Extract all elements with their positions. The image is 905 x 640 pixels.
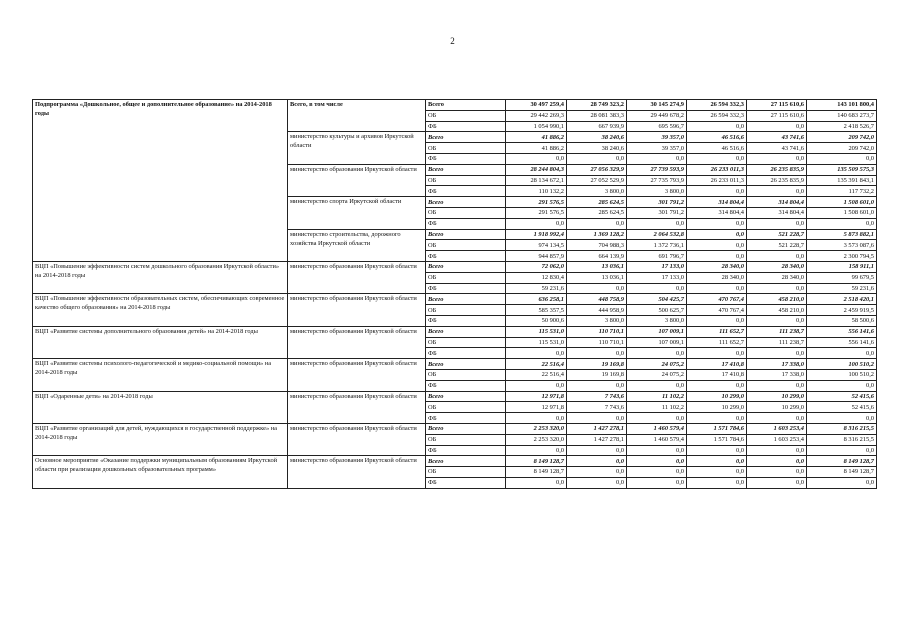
year-value-cell: 17 410,8: [687, 359, 747, 370]
year-value-cell: 0,0: [687, 445, 747, 456]
funding-source: ФБ: [426, 413, 506, 424]
year-value-cell: 115 531,0: [506, 337, 567, 348]
year-value-cell: 11 102,2: [627, 402, 687, 413]
year-value-cell: 636 258,1: [506, 294, 567, 305]
year-value-cell: 19 169,8: [567, 369, 627, 380]
year-value-cell: 43 741,6: [747, 143, 807, 154]
table-row: [33, 326, 877, 337]
funding-source: ФБ: [426, 315, 506, 326]
funding-source: ОБ: [426, 369, 506, 380]
funding-table: [32, 99, 877, 489]
year-value-cell: 27 739 593,9: [627, 164, 687, 175]
total-value-cell: 0,0: [807, 153, 877, 164]
total-value-cell: 135 391 843,1: [807, 175, 877, 186]
year-value-cell: 0,0: [687, 186, 747, 197]
year-value-cell: 24 075,2: [627, 369, 687, 380]
year-value-cell: 1 571 784,6: [687, 434, 747, 445]
funding-source: Всего: [426, 391, 506, 402]
year-value-cell: 1 571 784,6: [687, 423, 747, 434]
program-name: ВЦП «Повышение эффективности образовательных систем, обеспечивающих современное качество общего образования» на 2014-2018 годы: [33, 294, 288, 326]
year-value-cell: 2 253 320,0: [506, 434, 567, 445]
year-value-cell: 691 796,7: [627, 251, 687, 262]
funding-source: Всего: [426, 359, 506, 370]
funding-source: ОБ: [426, 240, 506, 251]
funding-source: ОБ: [426, 305, 506, 316]
year-value-cell: 19 169,8: [567, 359, 627, 370]
year-value-cell: 27 115 610,6: [747, 110, 807, 121]
total-value-cell: 2 300 794,5: [807, 251, 877, 262]
year-value-cell: 0,0: [567, 445, 627, 456]
year-value-cell: 28 340,0: [747, 272, 807, 283]
funding-source: ФБ: [426, 477, 506, 488]
total-value-cell: 52 415,6: [807, 391, 877, 402]
responsible-executor: министерство образования Иркутской области: [288, 359, 426, 391]
year-value-cell: 26 233 011,3: [687, 175, 747, 186]
year-value-cell: 1 603 253,4: [747, 423, 807, 434]
year-value-cell: 0,0: [687, 315, 747, 326]
funding-source: ФБ: [426, 121, 506, 132]
responsible-executor: министерство образования Иркутской области: [288, 294, 426, 326]
year-value-cell: 0,0: [567, 283, 627, 294]
year-value-cell: 8 149 128,7: [506, 467, 567, 478]
year-value-cell: 0,0: [687, 467, 747, 478]
table-row: [33, 359, 877, 370]
funding-source: Всего: [426, 132, 506, 143]
year-value-cell: 1 372 736,1: [627, 240, 687, 251]
year-value-cell: 0,0: [687, 218, 747, 229]
total-value-cell: 0,0: [807, 477, 877, 488]
year-value-cell: 17 133,0: [627, 261, 687, 272]
table-row: [33, 100, 877, 111]
total-value-cell: 140 683 273,7: [807, 110, 877, 121]
year-value-cell: 0,0: [687, 240, 747, 251]
year-value-cell: 0,0: [747, 251, 807, 262]
year-value-cell: 10 299,0: [687, 402, 747, 413]
responsible-executor: министерство строительства, дорожного хозяйства Иркутской области: [288, 229, 426, 261]
year-value-cell: 0,0: [627, 445, 687, 456]
year-value-cell: 0,0: [687, 380, 747, 391]
year-value-cell: 301 791,2: [627, 207, 687, 218]
year-value-cell: 585 357,5: [506, 305, 567, 316]
year-value-cell: 17 410,8: [687, 369, 747, 380]
year-value-cell: 29 449 678,2: [627, 110, 687, 121]
funding-source: Всего: [426, 164, 506, 175]
year-value-cell: 0,0: [627, 380, 687, 391]
total-value-cell: 209 742,0: [807, 132, 877, 143]
year-value-cell: 500 625,7: [627, 305, 687, 316]
total-value-cell: 5 873 882,1: [807, 229, 877, 240]
program-name: ВЦП «Развитие системы дополнительного образования детей» на 2014-2018 годы: [33, 326, 288, 358]
year-value-cell: 0,0: [567, 413, 627, 424]
year-value-cell: 8 149 128,7: [506, 456, 567, 467]
year-value-cell: 2 253 320,0: [506, 423, 567, 434]
funding-source: ФБ: [426, 218, 506, 229]
year-value-cell: 50 900,6: [506, 315, 567, 326]
year-value-cell: 695 596,7: [627, 121, 687, 132]
funding-source: ОБ: [426, 207, 506, 218]
year-value-cell: 0,0: [627, 477, 687, 488]
table-row: [33, 391, 877, 402]
funding-source: ОБ: [426, 467, 506, 478]
year-value-cell: 285 624,5: [567, 207, 627, 218]
year-value-cell: 27 052 529,9: [567, 175, 627, 186]
total-value-cell: 59 231,6: [807, 283, 877, 294]
year-value-cell: 0,0: [747, 186, 807, 197]
year-value-cell: 0,0: [506, 380, 567, 391]
year-value-cell: 0,0: [627, 283, 687, 294]
table-row: [33, 294, 877, 305]
year-value-cell: 0,0: [747, 467, 807, 478]
table-row: [33, 261, 877, 272]
year-value-cell: 521 228,7: [747, 240, 807, 251]
funding-source: ОБ: [426, 434, 506, 445]
year-value-cell: 314 804,4: [747, 197, 807, 208]
responsible-executor: министерство образования Иркутской области: [288, 261, 426, 293]
year-value-cell: 0,0: [747, 445, 807, 456]
year-value-cell: 22 516,4: [506, 369, 567, 380]
total-value-cell: 158 911,1: [807, 261, 877, 272]
year-value-cell: 28 749 323,2: [567, 100, 627, 111]
year-value-cell: 28 134 672,1: [506, 175, 567, 186]
year-value-cell: 470 767,4: [687, 305, 747, 316]
year-value-cell: 0,0: [747, 348, 807, 359]
total-value-cell: 2 418 526,7: [807, 121, 877, 132]
year-value-cell: 0,0: [627, 413, 687, 424]
responsible-executor: министерство спорта Иркутской области: [288, 197, 426, 229]
total-value-cell: 2 518 420,1: [807, 294, 877, 305]
total-value-cell: 0,0: [807, 413, 877, 424]
year-value-cell: 28 340,0: [687, 272, 747, 283]
year-value-cell: 7 743,6: [567, 402, 627, 413]
total-value-cell: 52 415,6: [807, 402, 877, 413]
funding-source: ОБ: [426, 143, 506, 154]
year-value-cell: 291 576,5: [506, 197, 567, 208]
funding-source: Всего: [426, 197, 506, 208]
funding-source: ОБ: [426, 110, 506, 121]
funding-source: ОБ: [426, 337, 506, 348]
year-value-cell: 1 603 253,4: [747, 434, 807, 445]
year-value-cell: 39 357,0: [627, 132, 687, 143]
year-value-cell: 667 939,9: [567, 121, 627, 132]
year-value-cell: 3 800,0: [627, 186, 687, 197]
year-value-cell: 111 238,7: [747, 337, 807, 348]
year-value-cell: 1 427 278,1: [567, 423, 627, 434]
year-value-cell: 314 804,4: [747, 207, 807, 218]
year-value-cell: 0,0: [627, 467, 687, 478]
year-value-cell: 0,0: [567, 467, 627, 478]
funding-source: ФБ: [426, 445, 506, 456]
responsible-executor: министерство образования Иркутской области: [288, 423, 426, 455]
year-value-cell: 3 800,0: [567, 315, 627, 326]
year-value-cell: 115 531,0: [506, 326, 567, 337]
funding-source: Всего: [426, 100, 506, 111]
funding-source: ОБ: [426, 402, 506, 413]
funding-source: ФБ: [426, 251, 506, 262]
year-value-cell: 285 624,5: [567, 197, 627, 208]
year-value-cell: 0,0: [747, 153, 807, 164]
year-value-cell: 0,0: [506, 445, 567, 456]
total-value-cell: 117 732,2: [807, 186, 877, 197]
total-value-cell: 100 510,2: [807, 359, 877, 370]
year-value-cell: 1 427 278,1: [567, 434, 627, 445]
year-value-cell: 0,0: [687, 283, 747, 294]
year-value-cell: 1 460 579,4: [627, 434, 687, 445]
year-value-cell: 0,0: [687, 456, 747, 467]
funding-source: ОБ: [426, 175, 506, 186]
year-value-cell: 0,0: [506, 413, 567, 424]
year-value-cell: 0,0: [627, 153, 687, 164]
year-value-cell: 521 228,7: [747, 229, 807, 240]
funding-source: ФБ: [426, 348, 506, 359]
year-value-cell: 314 804,4: [687, 207, 747, 218]
year-value-cell: 3 800,0: [567, 186, 627, 197]
year-value-cell: 0,0: [567, 153, 627, 164]
program-name: Основное мероприятие «Оказание поддержки муниципальным образованиям Иркутской области при реализации дошкольных образовательных программ»: [33, 456, 288, 488]
year-value-cell: 10 299,0: [747, 391, 807, 402]
year-value-cell: 974 134,5: [506, 240, 567, 251]
year-value-cell: 458 210,0: [747, 294, 807, 305]
total-value-cell: 8 149 128,7: [807, 467, 877, 478]
year-value-cell: 27 115 610,6: [747, 100, 807, 111]
year-value-cell: 1 054 990,1: [506, 121, 567, 132]
year-value-cell: 0,0: [747, 283, 807, 294]
year-value-cell: 0,0: [627, 456, 687, 467]
year-value-cell: 28 244 804,3: [506, 164, 567, 175]
year-value-cell: 110 710,1: [567, 326, 627, 337]
total-value-cell: 8 149 128,7: [807, 456, 877, 467]
year-value-cell: 13 036,1: [567, 261, 627, 272]
funding-source: Всего: [426, 423, 506, 434]
year-value-cell: 10 299,0: [747, 402, 807, 413]
year-value-cell: 28 340,0: [687, 261, 747, 272]
program-name: Подпрограмма «Дошкольное, общее и дополнительное образование» на 2014-2018 годы: [33, 100, 288, 262]
program-name: ВЦП «Одаренные дети» на 2014-2018 годы: [33, 391, 288, 423]
year-value-cell: 1 369 128,2: [567, 229, 627, 240]
year-value-cell: 1 918 992,4: [506, 229, 567, 240]
total-value-cell: 2 459 919,5: [807, 305, 877, 316]
year-value-cell: 27 735 793,9: [627, 175, 687, 186]
year-value-cell: 26 594 332,3: [687, 110, 747, 121]
year-value-cell: 0,0: [687, 153, 747, 164]
year-value-cell: 0,0: [747, 413, 807, 424]
year-value-cell: 3 800,0: [627, 315, 687, 326]
total-value-cell: 99 679,5: [807, 272, 877, 283]
year-value-cell: 110 710,1: [567, 337, 627, 348]
year-value-cell: 59 231,6: [506, 283, 567, 294]
year-value-cell: 314 804,4: [687, 197, 747, 208]
year-value-cell: 0,0: [567, 218, 627, 229]
funding-source: ФБ: [426, 186, 506, 197]
table-row: [33, 423, 877, 434]
year-value-cell: 107 009,1: [627, 337, 687, 348]
year-value-cell: 22 516,4: [506, 359, 567, 370]
year-value-cell: 0,0: [687, 477, 747, 488]
year-value-cell: 0,0: [567, 456, 627, 467]
funding-source: ФБ: [426, 380, 506, 391]
total-value-cell: 3 573 087,6: [807, 240, 877, 251]
year-value-cell: 12 830,4: [506, 272, 567, 283]
year-value-cell: 11 102,2: [627, 391, 687, 402]
year-value-cell: 28 340,0: [747, 261, 807, 272]
total-value-cell: 8 316 215,5: [807, 434, 877, 445]
year-value-cell: 0,0: [687, 229, 747, 240]
year-value-cell: 704 988,3: [567, 240, 627, 251]
year-value-cell: 448 758,9: [567, 294, 627, 305]
program-name: ВЦП «Развитие организаций для детей, нуждающихся в государственной поддержке» на 2014-2018 годы: [33, 423, 288, 455]
funding-table-body: [33, 100, 877, 489]
year-value-cell: 107 009,1: [627, 326, 687, 337]
funding-source: Всего: [426, 261, 506, 272]
year-value-cell: 72 062,0: [506, 261, 567, 272]
funding-source: Всего: [426, 294, 506, 305]
funding-source: Всего: [426, 456, 506, 467]
year-value-cell: 0,0: [567, 477, 627, 488]
year-value-cell: 26 235 835,9: [747, 175, 807, 186]
year-value-cell: 0,0: [687, 348, 747, 359]
year-value-cell: 504 425,7: [627, 294, 687, 305]
year-value-cell: 0,0: [687, 251, 747, 262]
year-value-cell: 458 210,0: [747, 305, 807, 316]
year-value-cell: 17 338,0: [747, 369, 807, 380]
year-value-cell: 41 886,2: [506, 143, 567, 154]
total-value-cell: 8 316 215,5: [807, 423, 877, 434]
total-value-cell: 100 510,2: [807, 369, 877, 380]
year-value-cell: 46 516,6: [687, 132, 747, 143]
year-value-cell: 24 075,2: [627, 359, 687, 370]
year-value-cell: 0,0: [506, 477, 567, 488]
year-value-cell: 2 064 532,8: [627, 229, 687, 240]
year-value-cell: 43 741,6: [747, 132, 807, 143]
page-number: 2: [450, 36, 455, 46]
year-value-cell: 17 338,0: [747, 359, 807, 370]
funding-source: Всего: [426, 326, 506, 337]
year-value-cell: 41 886,2: [506, 132, 567, 143]
year-value-cell: 30 497 259,4: [506, 100, 567, 111]
year-value-cell: 111 652,7: [687, 326, 747, 337]
year-value-cell: 0,0: [747, 477, 807, 488]
year-value-cell: 0,0: [567, 380, 627, 391]
year-value-cell: 291 576,5: [506, 207, 567, 218]
year-value-cell: 1 460 579,4: [627, 423, 687, 434]
responsible-executor: министерство образования Иркутской области: [288, 456, 426, 488]
total-value-cell: 209 742,0: [807, 143, 877, 154]
year-value-cell: 26 233 011,3: [687, 164, 747, 175]
program-name: ВЦП «Развитие системы психолого-педагогической и медико-социальной помощи» на 2014-2018 годы: [33, 359, 288, 391]
year-value-cell: 0,0: [747, 218, 807, 229]
total-value-cell: 556 141,6: [807, 326, 877, 337]
funding-source: ФБ: [426, 153, 506, 164]
year-value-cell: 38 240,6: [567, 132, 627, 143]
year-value-cell: 444 958,9: [567, 305, 627, 316]
year-value-cell: 29 442 269,3: [506, 110, 567, 121]
year-value-cell: 470 767,4: [687, 294, 747, 305]
total-value-cell: 0,0: [807, 380, 877, 391]
year-value-cell: 10 299,0: [687, 391, 747, 402]
funding-source: Всего: [426, 229, 506, 240]
responsible-executor: министерство образования Иркутской области: [288, 326, 426, 358]
year-value-cell: 0,0: [506, 348, 567, 359]
year-value-cell: 664 139,9: [567, 251, 627, 262]
year-value-cell: 111 238,7: [747, 326, 807, 337]
year-value-cell: 301 791,2: [627, 197, 687, 208]
responsible-executor: министерство образования Иркутской области: [288, 164, 426, 196]
total-value-cell: 556 141,6: [807, 337, 877, 348]
total-value-cell: 135 509 575,3: [807, 164, 877, 175]
year-value-cell: 28 081 383,3: [567, 110, 627, 121]
year-value-cell: 12 971,8: [506, 391, 567, 402]
year-value-cell: 0,0: [747, 380, 807, 391]
year-value-cell: 0,0: [747, 121, 807, 132]
year-value-cell: 26 594 332,3: [687, 100, 747, 111]
responsible-executor: министерство культуры и архивов Иркутской области: [288, 132, 426, 164]
year-value-cell: 0,0: [687, 121, 747, 132]
year-value-cell: 12 971,8: [506, 402, 567, 413]
year-value-cell: 39 357,0: [627, 143, 687, 154]
total-value-cell: 1 508 601,0: [807, 207, 877, 218]
year-value-cell: 13 036,1: [567, 272, 627, 283]
year-value-cell: 0,0: [687, 413, 747, 424]
total-value-cell: 143 101 800,4: [807, 100, 877, 111]
table-row: [33, 456, 877, 467]
total-value-cell: 1 508 601,0: [807, 197, 877, 208]
year-value-cell: 0,0: [747, 315, 807, 326]
total-value-cell: 0,0: [807, 348, 877, 359]
year-value-cell: 38 240,6: [567, 143, 627, 154]
year-value-cell: 0,0: [627, 218, 687, 229]
year-value-cell: 30 145 274,9: [627, 100, 687, 111]
program-name: ВЦП «Повышение эффективности систем дошкольного образования Иркутской области» на 2014-2018 годы: [33, 261, 288, 293]
year-value-cell: 17 133,0: [627, 272, 687, 283]
total-value-cell: 0,0: [807, 218, 877, 229]
funding-source: ФБ: [426, 283, 506, 294]
year-value-cell: 46 516,6: [687, 143, 747, 154]
responsible-executor: Всего, в том числе: [288, 100, 426, 132]
year-value-cell: 7 743,6: [567, 391, 627, 402]
year-value-cell: 0,0: [747, 456, 807, 467]
year-value-cell: 26 235 835,9: [747, 164, 807, 175]
year-value-cell: 111 652,7: [687, 337, 747, 348]
year-value-cell: 27 056 329,9: [567, 164, 627, 175]
total-value-cell: 58 500,6: [807, 315, 877, 326]
year-value-cell: 0,0: [627, 348, 687, 359]
year-value-cell: 944 857,9: [506, 251, 567, 262]
year-value-cell: 0,0: [567, 348, 627, 359]
responsible-executor: министерство образования Иркутской области: [288, 391, 426, 423]
funding-source: ОБ: [426, 272, 506, 283]
total-value-cell: 0,0: [807, 445, 877, 456]
year-value-cell: 110 132,2: [506, 186, 567, 197]
year-value-cell: 0,0: [506, 153, 567, 164]
year-value-cell: 0,0: [506, 218, 567, 229]
